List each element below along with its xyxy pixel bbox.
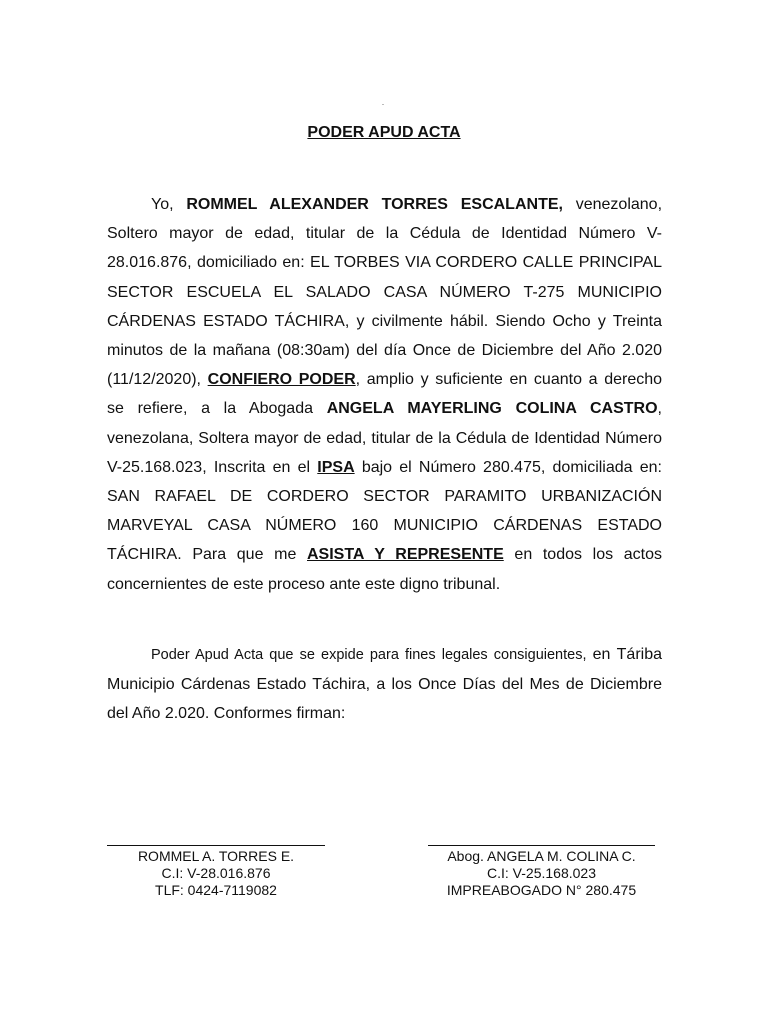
document-title: PODER APUD ACTA xyxy=(307,124,461,141)
scan-mark xyxy=(382,104,384,105)
attorney-registry: IMPREABOGADO N° 280.475 xyxy=(446,882,637,898)
body-text-1: Yo, xyxy=(151,196,187,213)
asista-represente: ASISTA Y REPRESENTE xyxy=(307,546,504,564)
attorney-name: ANGELA MAYERLING COLINA CASTRO xyxy=(326,400,658,418)
grantor-id: C.I: V-28.016.876 xyxy=(161,865,271,881)
body-paragraph xyxy=(107,190,662,599)
grantor-phone: TLF: 0424-7119082 xyxy=(155,882,277,898)
signature-block-attorney xyxy=(428,845,655,899)
body-text-3: , amplio y suficiente en cuanto a derecho se refiere, a la Abogada xyxy=(107,371,663,418)
signature-line xyxy=(107,845,325,846)
attorney-id: C.I: V-25.168.023 xyxy=(487,865,596,881)
ipsa-label: IPSA xyxy=(317,458,355,476)
grantor-name: ROMMEL ALEXANDER TORRES ESCALANTE, xyxy=(186,196,563,213)
body-text-6: en todos los actos concernientes de este proceso ante este digno tribunal. xyxy=(107,546,663,593)
body-text-5: bajo el Número 280.475, domiciliada en: SAN RAFAEL DE CORDERO SECTOR PARAMITO URBANIZACIÓN MARVEYAL CASA NÚMERO 160 MUNICIPIO CÁRDENAS ESTADO TÁCHIRA. Para que me xyxy=(107,458,663,564)
body-text-4: , venezolana, Soltera mayor de edad, titular de la Cédula de Identidad Número V-25.168.023, Inscrita en el xyxy=(107,400,662,476)
closing-text-1: Poder Apud Acta que se expide para fines legales consiguientes, xyxy=(151,647,593,663)
closing-text-2: en Táriba Municipio Cárdenas Estado Táchira, a los Once Días del Mes de Diciembre del Año 2.020. Conformes firman: xyxy=(107,646,662,723)
confiero-poder: CONFIERO PODER xyxy=(207,371,356,389)
body-text-2: venezolano, Soltero mayor de edad, titular de la Cédula de Identidad Número V-28.016.876, domiciliado en: EL TORBES VIA CORDERO CALLE PRINCIPAL SECTOR ESCUELA EL SALADO CASA NÚMERO T-275 MUNICIPIO CÁRDENAS ESTADO TÁCHIRA, y civilmente hábil. Siendo Ocho y Treinta minutos de la mañana (08:30am) del día Once de Diciembre del Año 2.020 (11/12/2020), xyxy=(107,196,663,389)
grantor-signature-name: ROMMEL A. TORRES E. xyxy=(137,848,295,864)
attorney-signature-name: Abog. ANGELA M. COLINA C. xyxy=(447,848,636,864)
closing-paragraph xyxy=(107,640,662,729)
signature-line xyxy=(428,845,655,846)
signature-block-grantor xyxy=(107,845,325,899)
